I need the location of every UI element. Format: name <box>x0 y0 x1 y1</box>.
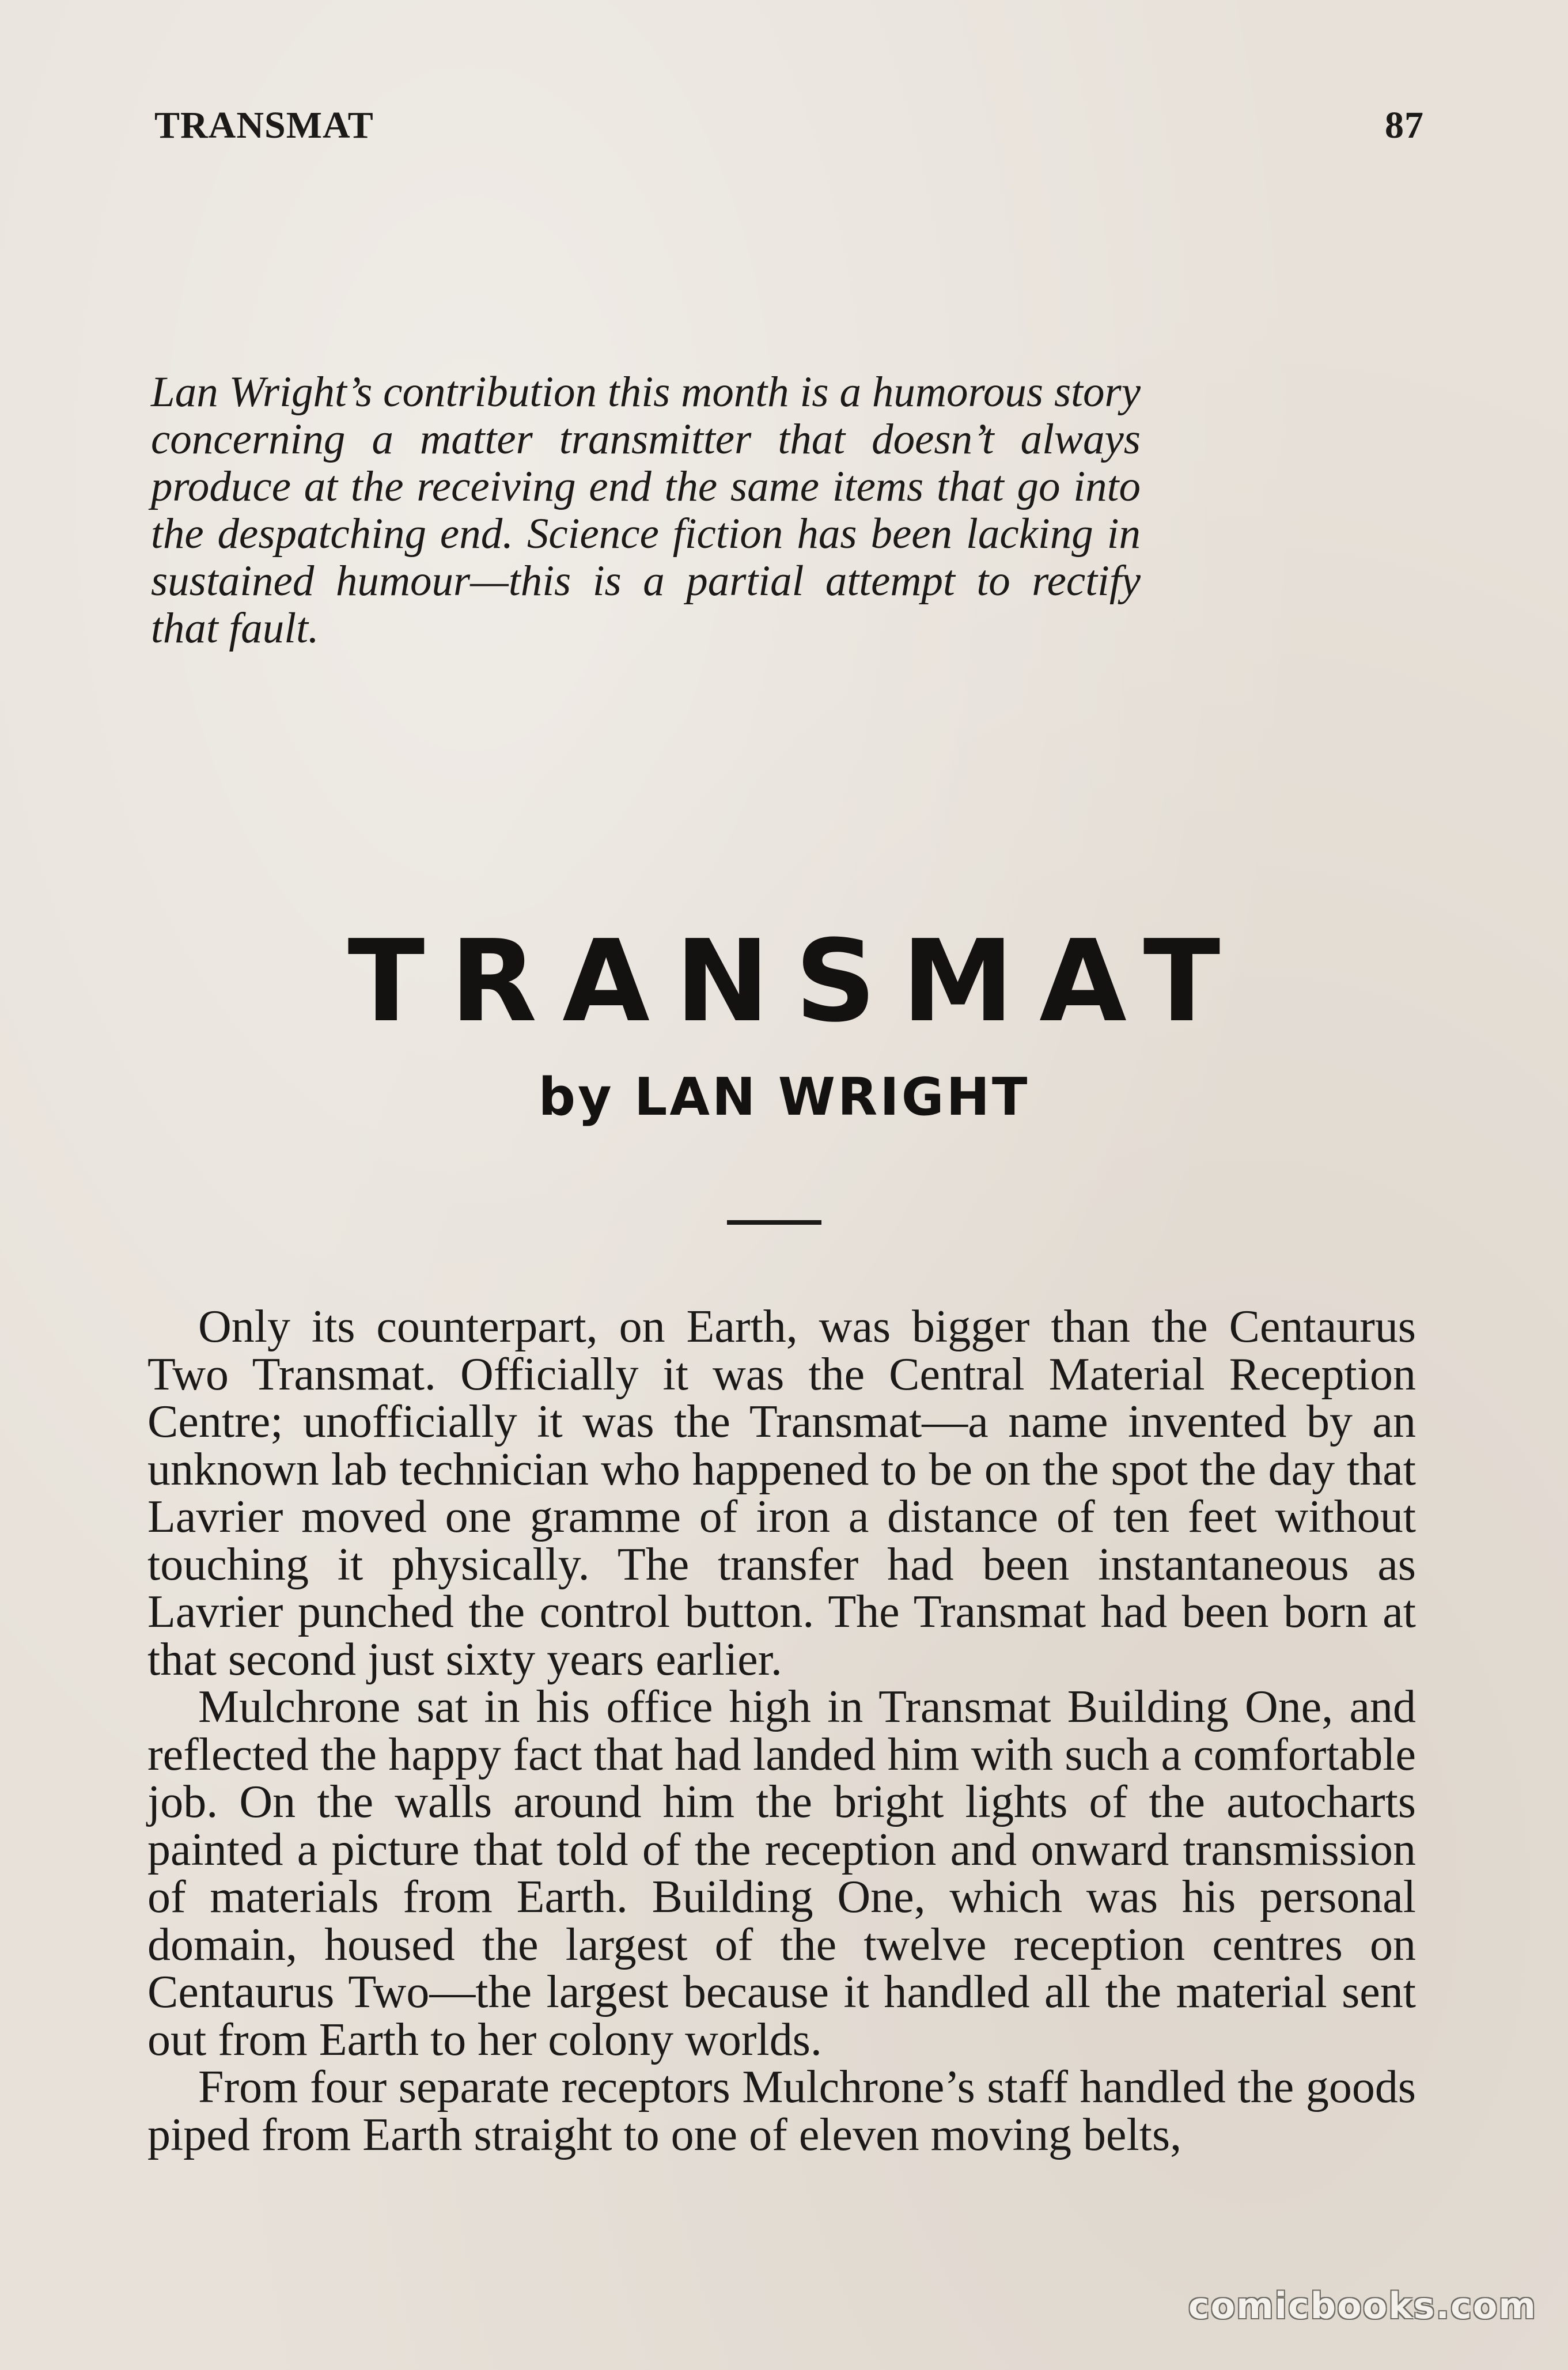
body-paragraph: Mulchrone sat in his office high in Transmat Building One, and reflected the happy fact that had landed him with such a comfortable job. On the walls around him the bright lights of the autocharts painted a picture that told of the reception and onward transmission of materials from Earth. Building One, which was his personal domain, housed the largest of the twelve reception centres on Centaurus Two—the largest because it handled all the material sent out from Earth to her colony worlds. <box>147 1682 1416 2065</box>
body-paragraph: From four separate receptors Mulchrone’s staff handled the goods piped from Earth straight to one of eleven moving belts, <box>147 2062 1416 2160</box>
page-number: 87 <box>1385 104 1424 146</box>
story-body <box>147 1303 1416 2159</box>
byline: by LAN WRIGHT <box>538 1067 1030 1127</box>
editorial-intro: Lan Wright’s contribution this month is a humorous story concerning a matter transmitter that doesn’t always produce at the receiving end the same items that go into the despatching end. Science fiction has been lacking in sustained humour—this is a partial attempt to rectify that fault. <box>151 368 1141 652</box>
watermark: comicbooks.com <box>1188 2285 1537 2327</box>
running-header <box>154 104 1424 156</box>
title-divider <box>727 1220 821 1225</box>
body-paragraph: Only its counterpart, on Earth, was bigger than the Centaurus Two Transmat. Officially it was the Central Material Reception Centre; unofficially it was the Transmat—a name invented by an unknown lab technician who happened to be on the spot the day that Lavrier moved one gramme of iron a distance of ten feet without touching it physically. The transfer had been instantaneous as Lavrier punched the control button. The Transmat had been born at that second just sixty years earlier. <box>147 1301 1416 1685</box>
story-title: TRANSMAT <box>347 916 1246 1047</box>
running-title: TRANSMAT <box>154 104 374 146</box>
